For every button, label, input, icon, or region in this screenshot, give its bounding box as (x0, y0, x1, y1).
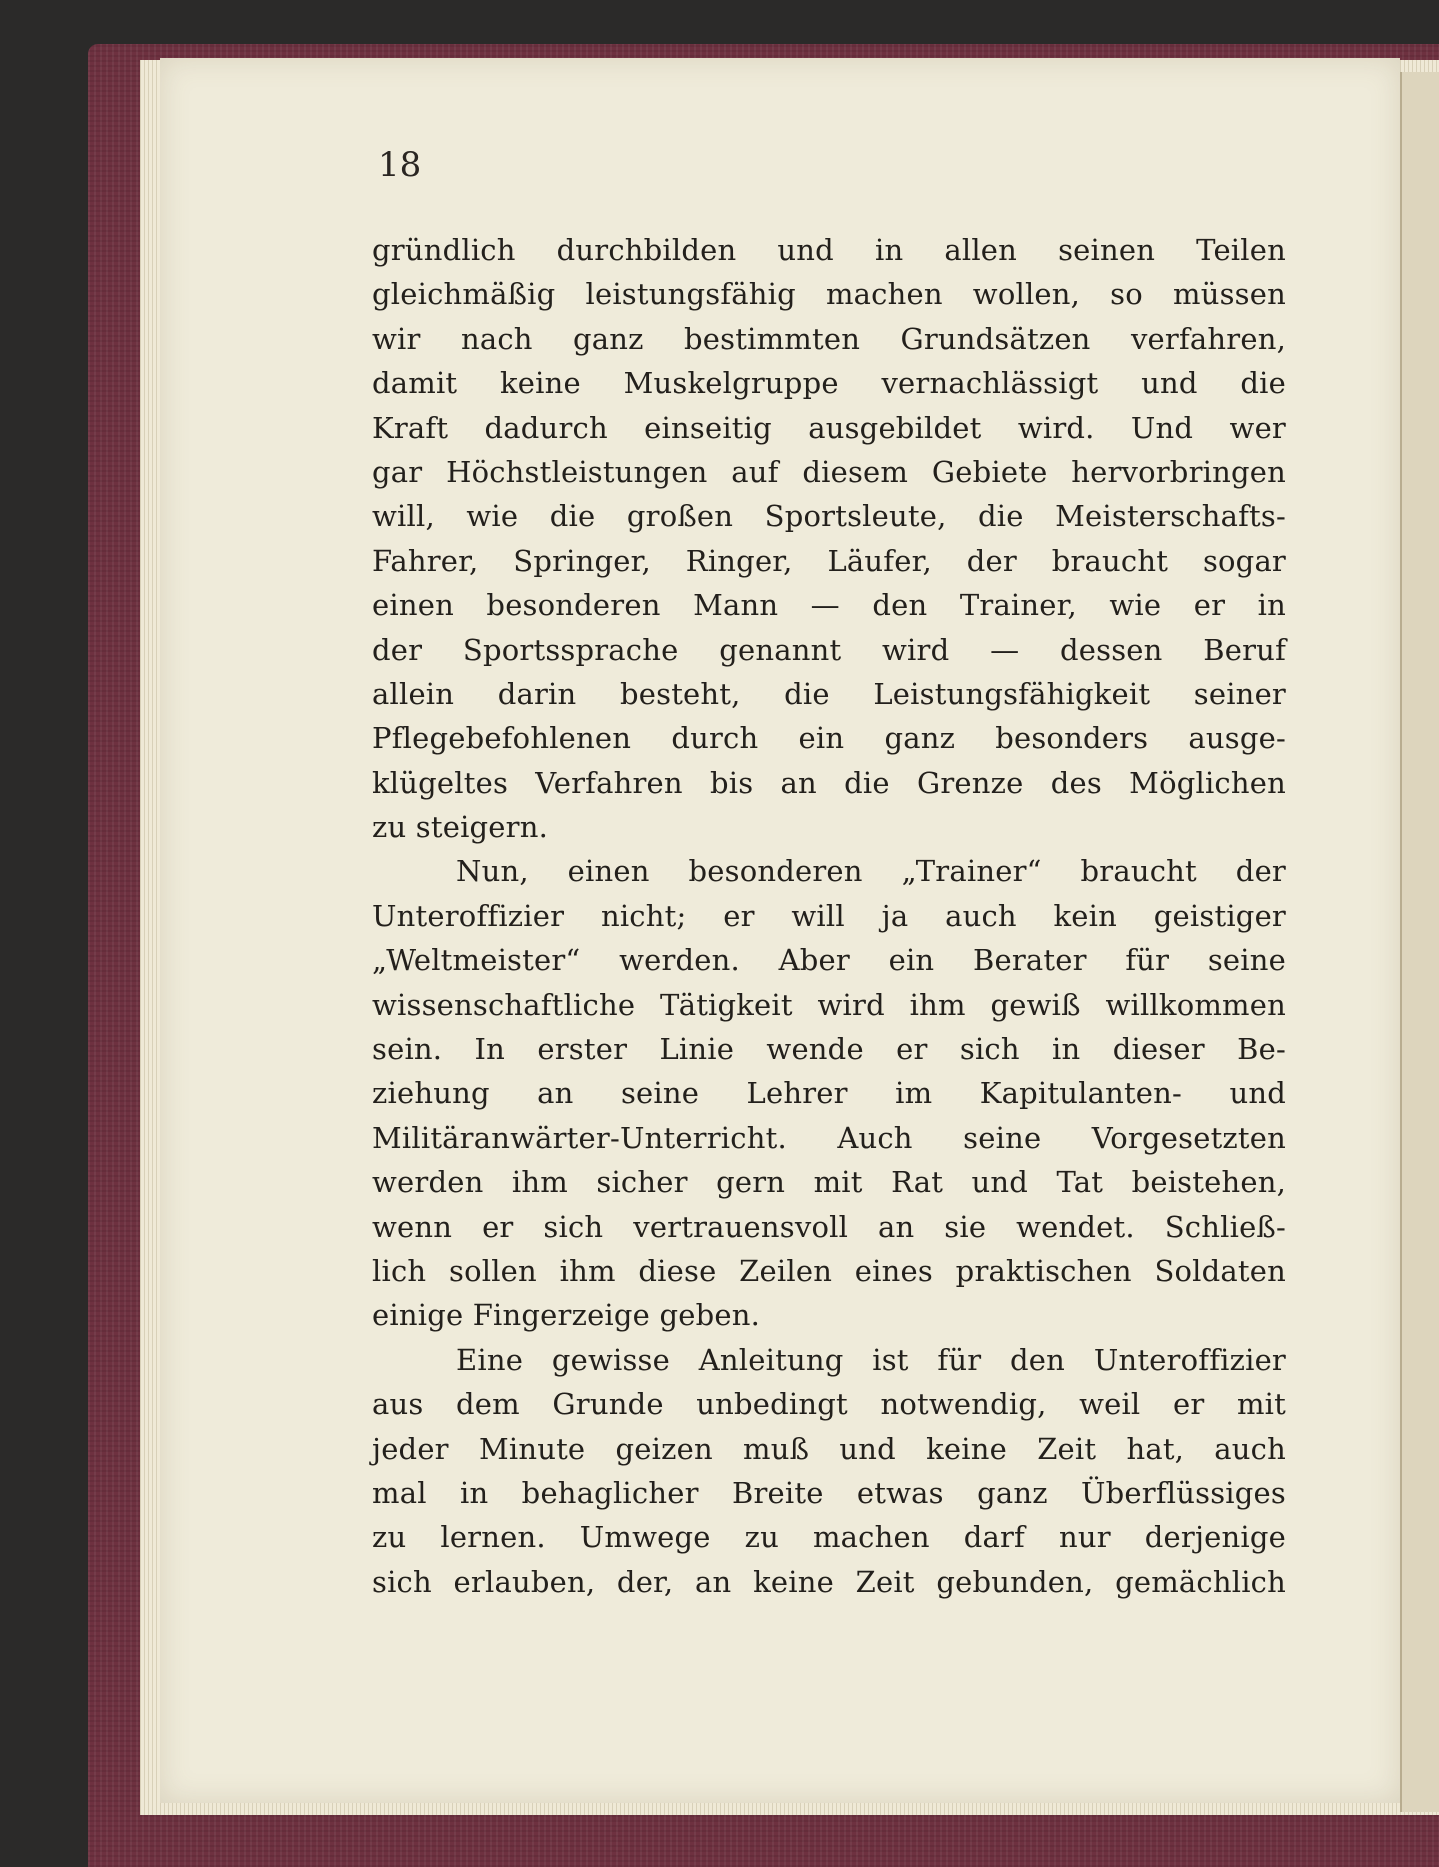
text-line: Fahrer, Springer, Ringer, Läufer, der braucht sogar (372, 543, 1286, 578)
text-line: will, wie die großen Sportsleute, die Meisterschafts- (372, 499, 1286, 534)
paragraph-first-line: Eine gewisse Anleitung ist für den Unteroffizier (456, 1342, 1286, 1377)
text-line: der Sportssprache genannt wird — dessen Beruf (372, 632, 1286, 667)
text-line: ziehung an seine Lehrer im Kapitulanten- und (372, 1076, 1286, 1111)
text-line: gleichmäßig leistungsfähig machen wollen, so müssen (372, 277, 1286, 312)
text-line: zu steigern. (372, 810, 549, 845)
paragraph-first-line: Nun, einen besonderen „Trainer“ braucht der (456, 854, 1286, 889)
text-line: gründlich durchbilden und in allen seinen Teilen (372, 233, 1286, 267)
facing-page-edge (1400, 72, 1439, 1812)
text-line: wir nach ganz bestimmten Grundsätzen verfahren, (372, 321, 1286, 356)
text-line: sich erlauben, der, an keine Zeit gebunden, gemächlich (372, 1564, 1286, 1599)
body-text (372, 228, 1286, 1604)
text-line: werden ihm sicher gern mit Rat und Tat beistehen, (372, 1165, 1286, 1200)
text-line: klügeltes Verfahren bis an die Grenze des Möglichen (372, 765, 1286, 800)
text-line: allein darin besteht, die Leistungsfähigkeit seiner (372, 676, 1286, 711)
text-line: Pflegebefohlenen durch ein ganz besonders ausge- (372, 721, 1286, 756)
text-line: einen besonderen Mann — den Trainer, wie er in (372, 588, 1286, 623)
text-line: mal in behaglicher Breite etwas ganz Überflüssiges (372, 1475, 1286, 1510)
text-line: sein. In erster Linie wende er sich in dieser Be- (372, 1032, 1286, 1067)
text-line: Militäranwärter-Unterricht. Auch seine Vorgesetzten (372, 1120, 1286, 1155)
text-line: aus dem Grunde unbedingt notwendig, weil er mit (372, 1387, 1286, 1422)
text-line: jeder Minute geizen muß und keine Zeit hat, auch (372, 1431, 1286, 1466)
text-line: Unteroffizier nicht; er will ja auch kein geistiger (372, 898, 1286, 933)
text-line: wenn er sich vertrauensvoll an sie wendet. Schließ- (372, 1209, 1286, 1244)
text-line: lich sollen ihm diese Zeilen eines praktischen Soldaten (372, 1253, 1286, 1288)
text-line: zu lernen. Umwege zu machen darf nur derjenige (372, 1520, 1286, 1555)
text-line: gar Höchstleistungen auf diesem Gebiete hervorbringen (372, 454, 1286, 489)
text-line: „Weltmeister“ werden. Aber ein Berater für seine (372, 943, 1286, 978)
page-number: 18 (378, 145, 422, 185)
text-line: einige Fingerzeige geben. (372, 1298, 761, 1333)
text-line: wissenschaftliche Tätigkeit wird ihm gewiß willkommen (372, 987, 1286, 1022)
text-line: damit keine Muskelgruppe vernachlässigt und die (372, 366, 1286, 401)
text-line: Kraft dadurch einseitig ausgebildet wird. Und wer (372, 410, 1286, 445)
